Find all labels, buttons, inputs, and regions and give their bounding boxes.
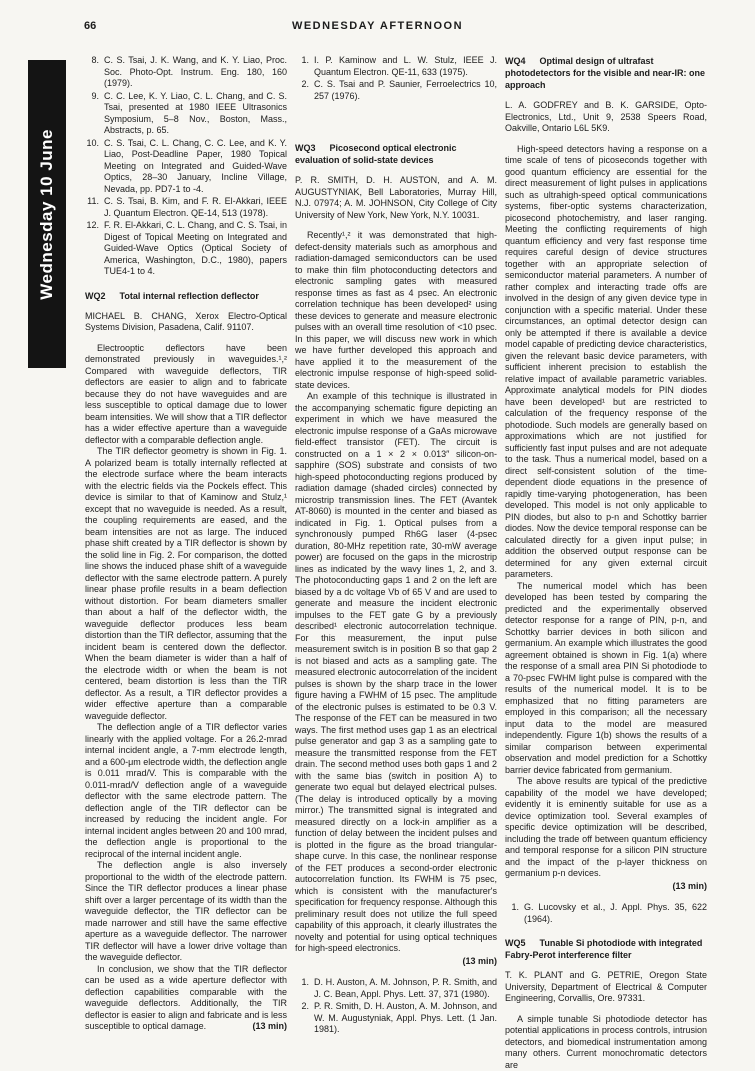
authors-affiliation: P. R. SMITH, D. H. AUSTON, and A. M. AUGUSTYNIAK, Bell Laboratories, Murray Hill, N.J. 07974; A. M. JOHNSON, City College of City University of New York, New York, N.Y. 10031. [295,175,497,221]
column-3 [505,55,707,1071]
session-heading [85,290,287,302]
session-code: WQ4 [505,56,526,66]
reference-text: C. S. Tsai, C. L. Chang, C. C. Lee, and K. Y. Liao, Post-Deadline Paper, 1980 Topical Meeting on Integrated and Guided-Wave Optics, 28–30 January, Incline Village, Nevada, pp. PD7-1 to -4. [104,138,287,196]
reference-text: I. P. Kaminow and L. W. Stulz, IEEE J. Quantum Electron. QE-11, 633 (1975). [314,55,497,78]
reference-item [85,138,287,196]
reference-text: C. S. Tsai, J. K. Wang, and K. Y. Liao, Proc. Soc. Photo-Opt. Instrum. Eng. 180, 160 (1979). [104,55,287,90]
column-2 [295,55,497,1071]
reference-text: G. Lucovsky et al., J. Appl. Phys. 35, 622 (1964). [524,902,707,925]
authors-affiliation: MICHAEL B. CHANG, Xerox Electro-Optical Systems Division, Pasadena, Calif. 91107. [85,311,287,334]
reference-item [85,55,287,90]
abstract-paragraph [85,343,287,447]
authors-affiliation: T. K. PLANT and G. PETRIE, Oregon State University, Department of Electrical & Computer Engineering, Corvallis, Ore. 97331. [505,970,707,1005]
abstract-paragraph [85,722,287,860]
reference-item [85,91,287,137]
abstract-paragraph [85,860,287,964]
paragraph-text: The numerical model which has been developed has been tested by comparing the predicted and the experimentally observed detector response for a range of PIN, p-n, and Schottky barrier devices in both silicon and germanium. An example which illustrates the good agreement obtained is shown in Fig. 1(a) where the response of a small area PIN Si photodiode to a 70-psec FWHM light pulse is compared with the results of the numerical model. It is to be emphasized that no fitting parameters are employed in this comparison; all the necessary input data to the model are measured independently. Figure 1(b) shows the results of a similar comparison between experimental observation and model prediction for a Schottky barrier device fabricated from germanium. [505,581,707,775]
reference-item [295,55,497,78]
reference-item [295,1001,497,1036]
session-title: Tunable Si photodiode with integrated Fabry-Perot interference filter [505,938,702,960]
paragraph-text: The deflection angle is also inversely proportional to the width of the electrode pattern. Since the TIR deflector produces a linear phase shift over a larger percentage of its width than the waveguide deflector, the TIR deflector can be made narrower and still have the same effective aperture as a waveguide deflector. The narrower TIR deflector will have a lower drive voltage than the waveguide deflector. [85,860,287,962]
date-tab [28,60,66,368]
abstract-paragraph [295,391,497,955]
reference-number: 10. [85,138,99,196]
paragraph-text: Recently¹,² it was demonstrated that high-defect-density materials such as amorphous and radiation-damaged semiconductors can be used to make thin film photoconducting detectors and electronic sampling gates with measured response times as fast as 4 psec. An electronic correlation technique has been developed² using these devices to generate and measure electronic pulses with an overall time resolution of <10 psec. In this paper, we will discuss new work in which we have further developed this approach and have applied it to the measurement of the electronic impulse response of high-speed solid-state devices. [295,230,497,390]
paragraph-text: The above results are typical of the predictive capability of the model we have developed; evidently it is eminently suitable for use as a device optimization tool. Several examples of specific device optimization will be described, including the trade off between quantum efficiency and temporal response for a silicon PIN structure and the impact of the p-layer thickness on germanium p-n devices. [505,776,707,878]
session-code: WQ5 [505,938,526,948]
session-title: Optimal design of ultrafast photodetectors for the visible and near-IR: one approach [505,56,705,90]
reference-text: C. C. Lee, K. Y. Liao, C. L. Chang, and C. S. Tsai, presented at 1980 IEEE Ultrasonics Symposium, 5–8 Nov., Boston, Mass., Abstracts, p. 65. [104,91,287,137]
abstract-paragraph [505,776,707,880]
reference-text: C. S. Tsai and P. Saunier, Ferroelectrics 10, 257 (1976). [314,79,497,102]
reference-number: 8. [85,55,99,90]
paragraph-text: An example of this technique is illustrated in the accompanying schematic figure depicting an experiment in which we have measured the electronic impulse response of a GaAs microwave field-effect transistor (FET). The circuit is constructed on a 1 × 2 × 0.013″ silicon-on-sapphire (SOS) substrate and consists of two high-speed photoconducting regions produced by radiation damage (shaded circles) connected by microstrip transmission lines. The FET (Avantek AT-8060) is mounted in the center and biased as indicated in Fig. 1. Optical pulses from a synchronously pumped Rh6G laser (4-psec duration, 80-MHz repetition rate, 30-mW average power) are focused on the gaps in the microstrip lines as indicated by the wavy lines 1, 2, and 3. The photoconducting gaps 1 and 2 on the left are biased by a dc voltage Vb of 65 V and are used to generate and measure the incident electronic impulses to the FET gate G by a previously described¹ electronic autocorrelation technique. For this measurement, the input pulse measurement switch is in position B so that gap 2 is not biased and acts as a sampling gate. The measured electronic autocorrelation of the incident pulses is shown by the sharp trace in the lower figure having a FWHM of 15 psec. The amplitude of the electronic pulses is estimated to be 0.3 V. The response of the FET can be measured in two ways. The first method uses gap 1 as an electrical pulse generator and gap 3 as a sampling gate to measure the transmitted response from the FET drain. The second method uses both gaps 1 and 2 with the same bias (switch in position A) to generate two equal but delayed electrical pulses. (The delay is introduced optically by a moving mirror.) The transmitted signal is integrated and measured directly on a lock-in amplifier as a function of delay between the incident pulses and is plotted in the figure as the broad triangular-shape curve. In this case, the nonlinear response of the FET produces a second-order electronic autocorrelation function. Its FWHM is 75 psec, which is consistent with the manufacturer's specification for frequency response. Although this preliminary result does not utilize the full speed capability of this approach, it clearly illustrates the novelty and potential for using optical techniques for high-speed electronics. [295,391,497,953]
reference-number: 1. [505,902,519,925]
reference-number: 12. [85,220,99,278]
page-header: WEDNESDAY AFTERNOON [0,20,755,32]
reference-number: 2. [295,79,309,102]
abstract-paragraph [85,964,287,1033]
reference-text: P. R. Smith, D. H. Auston, A. M. Johnson, and W. M. Augustyniak, Appl. Phys. Lett. (1 Jan. 1981). [314,1001,497,1036]
reference-number: 11. [85,196,99,219]
paragraph-text: The deflection angle of a TIR deflector varies linearly with the applied voltage. For a 26.2-mrad internal incident angle, a 7-mm electrode length, and a 600-μm electrode width, the deflection angle is 0.011 mrad/V. This is comparable with the 0.011-mrad/V deflection angle of a waveguide deflector with the same electrode pattern. The deflection angle of the TIR deflector can be increased by reducing the incident angle. For internal incident angles between 20 and 100 mrad, the deflection angle is proportional to the reciprocal of the internal incident angle. [85,722,287,859]
paragraph-text: The TIR deflector geometry is shown in Fig. 1. A polarized beam is totally internally reflected at the electrode surface where the beam interacts with the electric fields via the Pockels effect. This device is similar to that of Kaminow and Stulz,¹ except that no waveguide is needed. As a result, the coupling requirements are eased, and the beam intensities are not as large. The induced phase shift created by a TIR deflector is shown by the solid line in Fig. 2. For comparison, the dotted line shows the induced phase shift of a waveguide deflector with the same electrode pattern. A purely linear phase profile results in a beam deflection without distortion. For beam diameters smaller than about a half of the deflector width, the waveguide deflector produces less beam distortion than the TIR deflector, assuming that the incident beam is centered down the deflector. When the beam diameter is wider than a half of the electrode width or when the beam is not centered, beam distortion is less than the TIR deflector. As a result, a TIR deflector provides a wider effective aperture than a comparable waveguide deflector. [85,446,287,721]
page-number: 66 [84,20,96,32]
paragraph-text: Electrooptic deflectors have been demonstrated previously in waveguides.¹,² Compared with waveguide deflectors, TIR deflectors are easier to align and to fabricate because they do not have waveguides and are less susceptible to optical damage due to lower beam intensities. We will show that a TIR deflector has a wider effective aperture than a waveguide deflector with a comparable deflection angle. [85,343,287,445]
reference-text: F. R. El-Akkari, C. L. Chang, and C. S. Tsai, in Digest of Topical Meeting on Integrated and Guided-Wave Optics (Optical Society of America, Washington, D.C., 1980), papers TUE4-1 to 4. [104,220,287,278]
session-heading [295,142,497,166]
reference-item [505,902,707,925]
text-columns [85,55,707,1071]
abstract-paragraph [505,1014,707,1071]
reference-number: 2. [295,1001,309,1036]
duration-label: (13 min) [295,956,497,968]
reference-item [85,196,287,219]
reference-number: 9. [85,91,99,137]
reference-text: C. S. Tsai, B. Kim, and F. R. El-Akkari, IEEE J. Quantum Electron. QE-14, 513 (1978). [104,196,287,219]
date-tab-label: Wednesday 10 June [37,129,57,300]
column-1 [85,55,287,1071]
paragraph-text: In conclusion, we show that the TIR deflector can be used as a wide aperture deflector with deflection capabilities comparable with the waveguide deflectors. Additionally, the TIR deflector is easier to align and fabricate and is less susceptible to optical damage. [85,964,287,1032]
paragraph-text: High-speed detectors having a response on a time scale of tens of picoseconds together with good quantum efficiency are essential for the direct measurement of light pulses in applications such as ultrahigh-speed optical communications systems, fiber-optic systems characterization, picosecond photochemistry, and laser ranging. Meeting the conflicting requirements of high quantum efficiency and very fast response time requires careful design of device structures together with an appropriate selection of semiconductor material parameters. A number of rather complex and interacting trade offs are involved in the design of any given device type in conjunction with a specific material. Under these circumstances, an optimal detector design can only be attempted if there is available a device model capable of predicting device characteristics, given the relevant basic device parameters, with sufficient inherent precision to establish the relative impact of available parametric variables. Approximate analytical models for PIN diodes have been developed¹ but are restricted to calculation of the frequency response of the photodiode. Such models are generally based on approximations which are not justified for sufficiently fast input pulses and are not adequate to the task. Thus a numerical model, based on a direct self-consistent solution of the time-dependent diode equations in the presence of rapidly time-varying photogeneration, has been developed. This model is not only applicable to PIN diodes, but also to p-n and Schottky barrier diodes. Now the device temporal response can be calculated directly for a given input pulse; in addition the observed output response can be determined for any given external circuit parameters. [505,144,707,580]
session-code: WQ3 [295,143,316,153]
session-title: Total internal reflection deflector [120,291,259,301]
session-heading [505,937,707,961]
duration-label: (13 min) [252,1021,287,1033]
reference-item [295,977,497,1000]
reference-number: 1. [295,977,309,1000]
session-title: Picosecond optical electronic evaluation of solid-state devices [295,143,457,165]
authors-affiliation: L. A. GODFREY and B. K. GARSIDE, Opto-Electronics, Ltd., Unit 9, 2538 Speers Road, Oakville, Ontario L6L 5K9. [505,100,707,135]
abstract-paragraph [85,446,287,722]
session-code: WQ2 [85,291,106,301]
duration-label: (13 min) [505,881,707,893]
abstract-paragraph [505,144,707,581]
session-heading [505,55,707,91]
reference-number: 1. [295,55,309,78]
reference-text: D. H. Auston, A. M. Johnson, P. R. Smith, and J. C. Bean, Appl. Phys. Lett. 37, 371 (1980). [314,977,497,1000]
abstract-paragraph [505,581,707,777]
reference-item [295,79,497,102]
reference-item [85,220,287,278]
abstract-paragraph [295,230,497,391]
paragraph-text: A simple tunable Si photodiode detector has potential applications in process controls, intrusion detectors, and biomedical instrumentation among many others. Current monochromatic detectors are [505,1014,707,1070]
